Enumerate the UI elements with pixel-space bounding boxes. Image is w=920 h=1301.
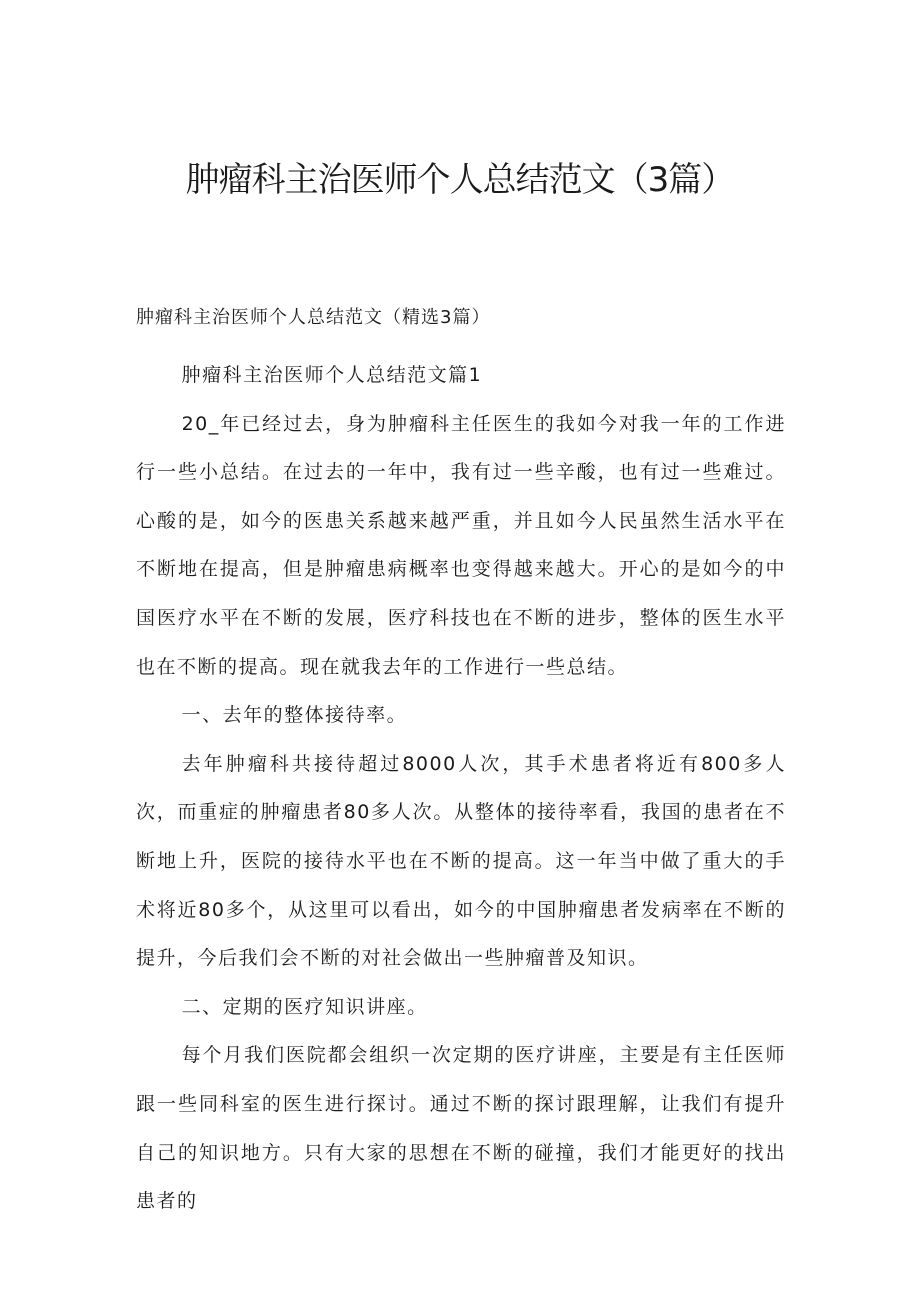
section-heading-reception-rate: 一、去年的整体接待率。 xyxy=(181,704,408,727)
section-heading-article-1: 肿瘤科主治医师个人总结范文篇1 xyxy=(181,364,483,386)
document-subtitle: 肿瘤科主治医师个人总结范文（精选3篇） xyxy=(136,307,491,328)
section-heading-lectures: 二、定期的医疗知识讲座。 xyxy=(181,995,428,1018)
document-title: 肿瘤科主治医师个人总结范文（3篇） xyxy=(185,160,735,200)
body-paragraph-intro: 20_年已经过去，身为肿瘤科主任医生的我如今对我一年的工作进行一些小总结。在过去的一年中，我有过一些辛酸，也有过一些难过。心酸的是，如今的医患关系越来越严重，并且如今人民虽然生活水平在不断地在提高，但是肿瘤患病概率也变得越来越大。开心的是如今的中国医疗水平在不断的发展，医疗科技也在不断的进步，整体的医生水平也在不断的提高。现在就我去年的工作进行一些总结。 xyxy=(136,412,786,678)
document-body xyxy=(136,351,786,1226)
body-paragraph-reception-rate: 去年肿瘤科共接待超过8000人次，其手术患者将近有800多人次，而重症的肿瘤患者80多人次。从整体的接待率看，我国的患者在不断地上升，医院的接待水平也在不断的提高。这一年当中做了重大的手术将近80多个，从这里可以看出，如今的中国肿瘤患者发病率在不断的提升，今后我们会不断的对社会做出一些肿瘤普及知识。 xyxy=(136,752,786,970)
body-paragraph-lectures: 每个月我们医院都会组织一次定期的医疗讲座，主要是有主任医师跟一些同科室的医生进行探讨。通过不断的探讨跟理解，让我们有提升自己的知识地方。只有大家的思想在不断的碰撞，我们才能更好的找出患者的 xyxy=(136,1044,786,1213)
